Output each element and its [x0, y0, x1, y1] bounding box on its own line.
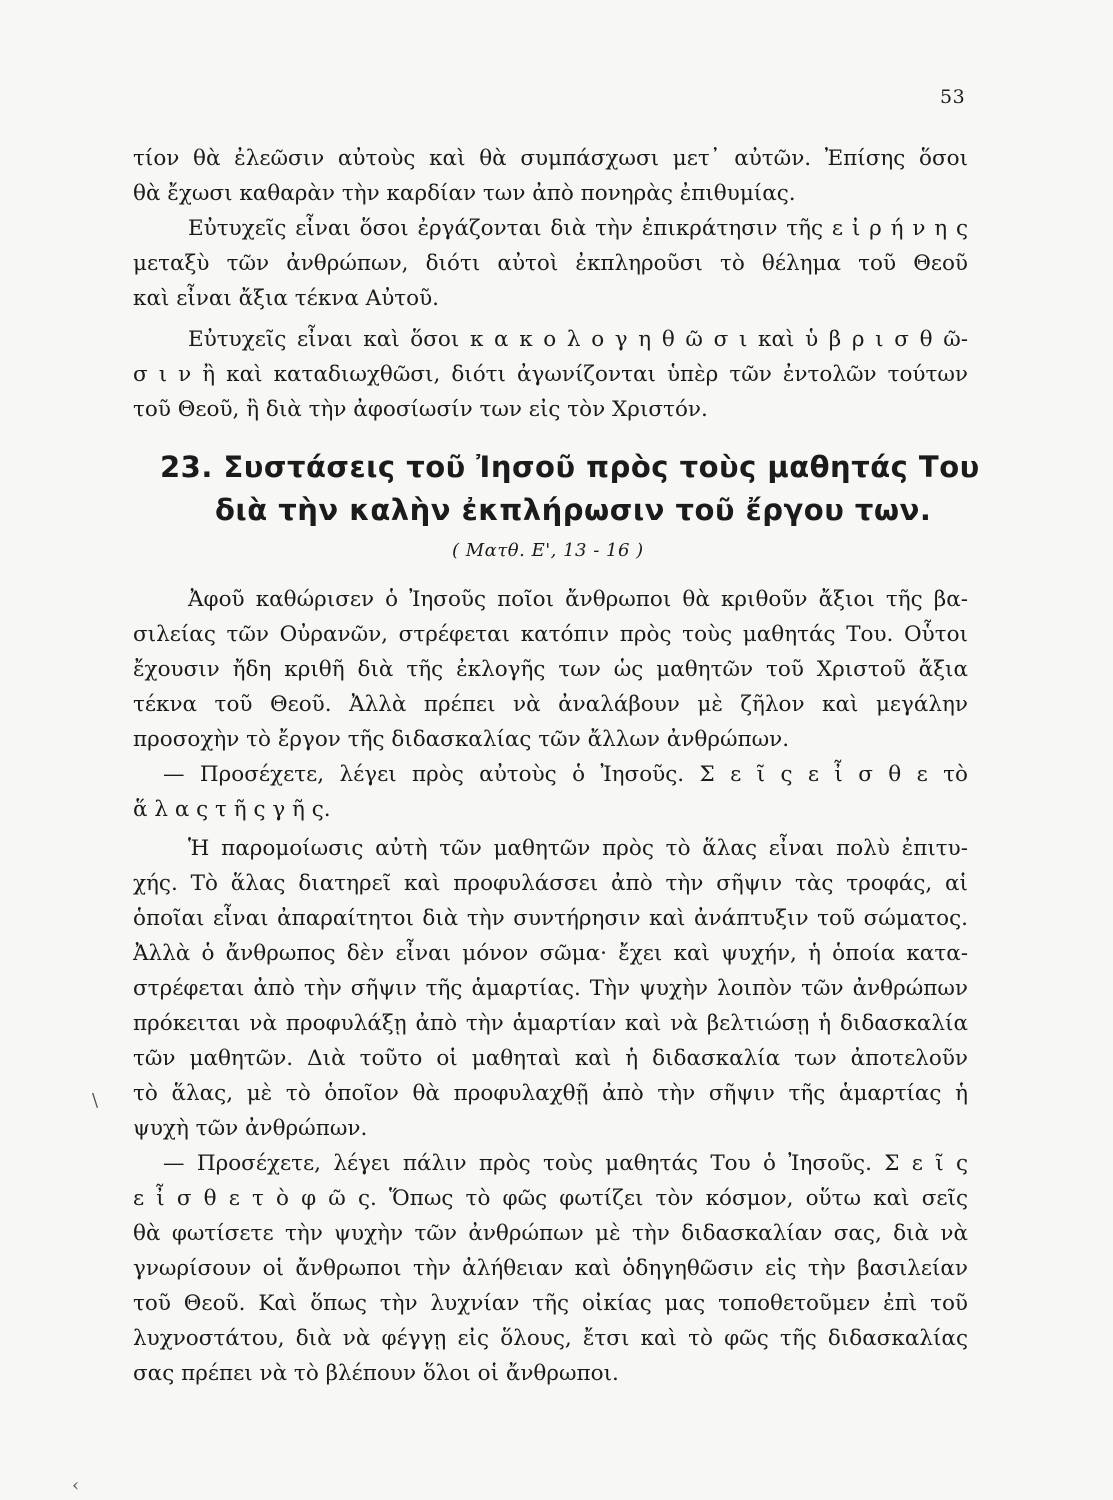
scan-mark: ‹: [72, 1475, 80, 1496]
text-line: Εὐτυχεῖς εἶναι καὶ ὅσοι κ α κ ο λ ο γ η θ ῶ σ ι καὶ ὑ β ρ ι σ θ ῶ-: [188, 327, 968, 352]
text-line: γνωρίσουν οἱ ἄνθρωποι τὴν ἀλήθειαν καὶ ὁδηγηθῶσιν εἰς τὴν βασιλείαν: [133, 1256, 968, 1281]
text-line: θὰ ἔχωσι καθαρὰν τὴν καρδίαν των ἀπὸ πονηρὰς ἐπιθυμίας.: [133, 181, 796, 206]
text-line: μεταξὺ τῶν ἀνθρώπων, διότι αὐτοὶ ἐκπληροῦσι τὸ θέλημα τοῦ Θεοῦ: [133, 251, 968, 276]
text-line: — Προσέχετε, λέγει πάλιν πρὸς τοὺς μαθητάς Του ὁ Ἰησοῦς. Σ ε ῖ ς: [163, 1151, 968, 1176]
text-line: χής. Τὸ ἅλας διατηρεῖ καὶ προφυλάσσει ἀπὸ τὴν σῆψιν τὰς τροφάς, αἱ: [133, 871, 968, 896]
text-line: θὰ φωτίσετε τὴν ψυχὴν τῶν ἀνθρώπων μὲ τὴν διδασκαλίαν σας, διὰ νὰ: [133, 1221, 968, 1246]
text-line: σιλείας τῶν Οὐρανῶν, στρέφεται κατόπιν πρὸς τοὺς μαθητάς Του. Οὗτοι: [133, 622, 968, 647]
text-line: προσοχὴν τὸ ἔργον τῆς διδασκαλίας τῶν ἄλλων ἀνθρώπων.: [133, 727, 790, 752]
paragraph-block-beatitudes: [133, 141, 968, 427]
text-line: τοῦ Θεοῦ. Καὶ ὅπως τὴν λυχνίαν τῆς οἰκίας μας τοποθετοῦμεν ἐπὶ τοῦ: [133, 1291, 968, 1316]
text-line: Εὐτυχεῖς εἶναι ὅσοι ἐργάζονται διὰ τὴν ἐπικράτησιν τῆς ε ἰ ρ ή ν η ς: [188, 216, 968, 241]
text-line: τέκνα τοῦ Θεοῦ. Ἀλλὰ πρέπει νὰ ἀναλάβουν μὲ ζῆλον καὶ μεγάλην: [133, 692, 968, 717]
text-line: τοῦ Θεοῦ, ἢ διὰ τὴν ἀφοσίωσίν των εἰς τὸν Χριστόν.: [133, 397, 708, 422]
text-line: ε ἶ σ θ ε τ ὸ φ ῶ ς. Ὅπως τὸ φῶς φωτίζει τὸν κόσμον, οὕτω καὶ σεῖς: [133, 1186, 968, 1211]
section-heading-line-1: 23. Συστάσεις τοῦ Ἰησοῦ πρὸς τοὺς μαθητάς Του: [160, 450, 980, 484]
text-line: πρόκειται νὰ προφυλάξῃ ἀπὸ τὴν ἁμαρτίαν καὶ νὰ βελτιώσῃ ἡ διδασκαλία: [133, 1011, 968, 1036]
scripture-reference: ( Ματθ. Ε', 13 - 16 ): [452, 540, 644, 561]
text-line: τῶν μαθητῶν. Διὰ τοῦτο οἱ μαθηταὶ καὶ ἡ διδασκαλία των ἀποτελοῦν: [133, 1046, 968, 1071]
text-line: ἅ λ α ς τ ῆ ς γ ῆ ς.: [133, 797, 331, 822]
text-line: Ἡ παρομοίωσις αὐτὴ τῶν μαθητῶν πρὸς τὸ ἅλας εἶναι πολὺ ἐπιτυ-: [188, 836, 968, 861]
text-line: καὶ εἶναι ἄξια τέκνα Αὐτοῦ.: [133, 286, 440, 311]
scan-mark: \: [92, 1090, 99, 1111]
text-line: λυχνοστάτου, διὰ νὰ φέγγῃ εἰς ὅλους, ἔτσι καὶ τὸ φῶς τῆς διδασκαλίας: [133, 1326, 968, 1351]
page-number: 53: [940, 86, 966, 108]
text-line: σ ι ν ἢ καὶ καταδιωχθῶσι, διότι ἀγωνίζονται ὑπὲρ τῶν ἐντολῶν τούτων: [133, 362, 968, 387]
paragraph-block-salt-light: [133, 582, 968, 1391]
text-line: τὸ ἅλας, μὲ τὸ ὁποῖον θὰ προφυλαχθῇ ἀπὸ τὴν σῆψιν τῆς ἁμαρτίας ἡ: [133, 1081, 968, 1106]
text-line: — Προσέχετε, λέγει πρὸς αὐτοὺς ὁ Ἰησοῦς. Σ ε ῖ ς ε ἶ σ θ ε τὸ: [163, 762, 968, 787]
text-line: Ἀφοῦ καθώρισεν ὁ Ἰησοῦς ποῖοι ἄνθρωποι θὰ κριθοῦν ἄξιοι τῆς βα-: [188, 587, 968, 612]
text-line: στρέφεται ἀπὸ τὴν σῆψιν τῆς ἁμαρτίας. Τὴν ψυχὴν λοιπὸν τῶν ἀνθρώπων: [133, 976, 968, 1001]
text-line: τίον θὰ ἐλεῶσιν αὐτοὺς καὶ θὰ συμπάσχωσι μετ᾽ αὐτῶν. Ἐπίσης ὅσοι: [133, 146, 968, 171]
text-line: Ἀλλὰ ὁ ἄνθρωπος δὲν εἶναι μόνον σῶμα· ἔχει καὶ ψυχήν, ἡ ὁποία κατα-: [133, 941, 968, 966]
section-heading-line-2: διὰ τὴν καλὴν ἐκπλήρωσιν τοῦ ἔργου των.: [215, 493, 932, 527]
text-line: σας πρέπει νὰ τὸ βλέπουν ὅλοι οἱ ἄνθρωποι.: [133, 1361, 619, 1386]
text-line: ψυχὴ τῶν ἀνθρώπων.: [133, 1116, 368, 1141]
text-line: ἔχουσιν ἤδη κριθῆ διὰ τῆς ἐκλογῆς των ὡς μαθητῶν τοῦ Χριστοῦ ἄξια: [133, 657, 968, 682]
text-line: ὁποῖαι εἶναι ἀπαραίτητοι διὰ τὴν συντήρησιν καὶ ἀνάπτυξιν τοῦ σώματος.: [133, 906, 968, 931]
